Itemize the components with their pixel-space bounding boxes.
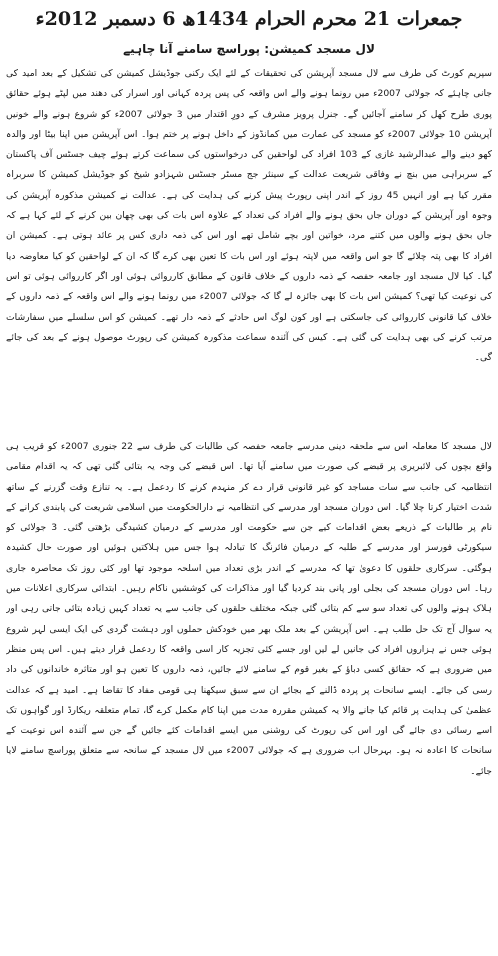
paragraph-2: لال مسجد کا معاملہ اس سے ملحقہ دینی مدرسے جامعہ حفصہ کی طالبات کی طرف سے 22 جنوری 2007ء کو قریب ہی واقع بچوں کی لائبریری پر قبضے کی صورت میں سامنے آیا تھا۔ اس قبضے کی وجہ یہ بتائی گئی تھی کہ یہ اقدام مقامی انتظامیہ کی جانب سے سات مساجد کو غیر قانونی قرار دے کر منہدم کرنے کا ردعمل ہے۔ یہ تنازع وقت گزرنے کے ساتھ شدت اختیار کرتا چلا گیا۔ اس دوران مسجد اور مدرسے کی انتظامیہ نے دارالحکومت میں اسلامی شریعت کی پابندی کرانے کے نام پر طالبات کے ذریعے بعض اقدامات کیے جن سے حکومت اور مدرسے کے درمیان کشیدگی بڑھتی گئی۔ 3 جولائی کو سیکورٹی فورسز اور مدرسے کے طلبہ کے درمیان فائرنگ کا تبادلہ ہوا جس میں ہلاکتیں ہوئیں اور صورت حال کشیدہ ہوگئی۔ سرکاری حلقوں کا دعویٰ تھا کہ مدرسے کے اندر بڑی تعداد میں اسلحہ موجود تھا اور کئی روز تک محاصرہ جاری رہا۔ اس دوران مسجد کی بجلی اور پانی بند کردیا گیا اور مذاکرات کی کوششیں ناکام رہیں۔ ابتدائی سرکاری اعلانات میں ہلاک ہونے والوں کی تعداد سو سے کم بتائی گئی جبکہ مختلف حلقوں کی جانب سے یہ تعداد کہیں زیادہ بتائی جاتی رہی اور یہ سوال آج تک حل طلب ہے۔ اس آپریشن کے بعد ملک بھر میں خودکش حملوں اور دہشت گردی کی ایک ایسی لہر شروع ہوئی جس نے ہزاروں افراد کی جانیں لے لیں اور جسے کئی تجزیہ کار اسی واقعہ کا ردعمل قرار دیتے ہیں۔ اس پس منظر میں ضروری ہے کہ حقائق کسی دباؤ کے بغیر قوم کے سامنے لائے جائیں، ذمہ داروں کا تعین ہو اور متاثرہ خاندانوں کی داد رسی کی جائے۔ ایسے سانحات پر پردہ ڈالنے کے بجائے ان سے سبق سیکھنا ہی قومی مفاد کا تقاضا ہے۔ امید ہے کہ عدالت عظمیٰ کی ہدایت پر قائم کیا جانے والا یہ کمیشن مقررہ مدت میں اپنا کام مکمل کرے گا، تمام متعلقہ ریکارڈ اور گواہوں تک اسے رسائی دی جائے گی اور اس کی رپورٹ کی روشنی میں ایسے اقدامات کئے جائیں گے جن سے آئندہ اس نوعیت کے سانحات کا اعادہ نہ ہو۔ بہرحال اب ضروری ہے کہ جولائی 2007ء میں لال مسجد کے سانحہ سے متعلق پوراسچ سامنے لایا جائے۔ (6, 441, 492, 777)
paragraph-1: سپریم کورٹ کی طرف سے لال مسجد آپریشن کی تحقیقات کے لئے ایک رکنی جوڈیشل کمیشن کی تشکیل کے بعد امید کی جانی چاہئے کہ جولائی 2007ء میں رونما ہونے والے اس واقعہ کی پس پردہ کہانی اور اسرار کی دھند میں لپٹے ہوئے حقائق پوری طرح کھل کر سامنے آجائیں گے۔ جنرل پرویز مشرف کے دورِ اقتدار میں 3 جولائی 2007ء کو شروع ہونے والے خونیں آپریشن 10 جولائی 2007ء کو مسجد کی عمارت میں کمانڈوز کے داخل ہونے پر ختم ہوا۔ اس آپریشن میں اپنا بیٹا اور والدہ کھو دینے والے عبدالرشید غازی کے 103 افراد کی لواحقین کی درخواستوں کی سماعت کرتے ہوئے چیف جسٹس آف پاکستان کے سربراہی میں بنچ نے وفاقی شریعت عدالت کے سینئر جج مسٹر جسٹس شہزادو شیخ کو جوڈیشل کمیشن کا سربراہ مقرر کیا ہے اور انہیں 45 روز کے اندر اپنی رپورٹ پیش کرنے کی ہدایت کی ہے۔ عدالت نے کمیشن مذکورہ آپریشن کی وجوہ اور آپریشن کے دوران جاں بحق ہونے والے افراد کی تعداد کے علاوہ اس بات کی بھی چھان بین کرنے کے لئے کہا ہے کہ جاں بحق ہونے والوں میں کتنے مرد، خواتین اور بچے شامل تھے اور اس کی ذمہ داری کس پر عائد ہوتی ہے۔ کمیشن ان افراد کا بھی پتہ چلائے گا جو اس واقعہ میں لاپتہ ہوئے اور اس بات کا تعین بھی کرے گا کہ ان کے لواحقین کو کیا معاوضہ دیا گیا۔ کیا لال مسجد اور جامعہ حفصہ کے ذمہ داروں کے خلاف قانون کے مطابق کارروائی ہوئی اور اگر کارروائی ہوئی تو اس کی نوعیت کیا تھی؟ کمیشن اس بات کا بھی جائزہ لے گا کہ جولائی 2007ء میں رونما ہونے والے اس واقعہ کے ذمہ داروں کے خلاف کیا قانونی کارروائی کی جاسکتی ہے اور کون لوگ اس حادثے کے ذمہ دار تھے۔ کمیشن کو اس سلسلے میں سفارشات مرتب کرنے کی بھی ہدایت کی گئی ہے۔ کیس کی آئندہ سماعت مذکورہ کمیشن کی رپورٹ موصول ہونے کے بعد کی جائے گی۔ (6, 68, 492, 364)
editorial-body (6, 64, 492, 937)
date-line: جمعرات 21 محرم الحرام 1434ھ 6 دسمبر 2012ء (35, 8, 463, 30)
editorial-headline: لال مسجد کمیشن: پوراسچ سامنے آنا چاہیے (123, 42, 375, 56)
